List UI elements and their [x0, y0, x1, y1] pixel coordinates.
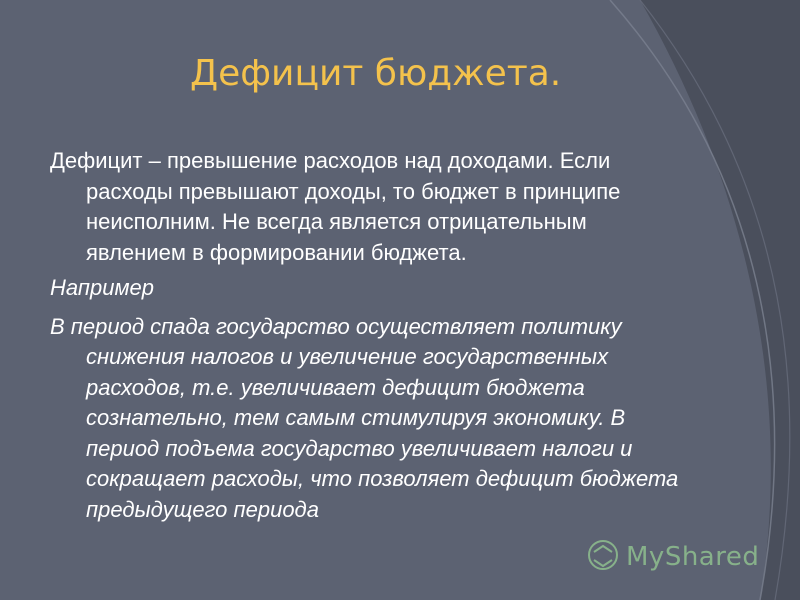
example-label: Например — [50, 275, 155, 300]
slide-body — [50, 146, 685, 530]
slide-title: Дефицит бюджета. — [190, 53, 562, 94]
myshared-watermark — [586, 537, 759, 577]
watermark-text: MyShared — [626, 542, 760, 572]
example-paragraph: В период спада государство осуществляет политику снижения налогов и увеличение государственных расходов, т.е. увеличивает дефицит бюджета сознательно, тем самым стимулируя экономику. В период подъема государство увеличивает налоги и сокращает расходы, что позволяет дефицит бюджета предыдущего периода — [50, 313, 679, 522]
myshared-logo-icon — [586, 538, 620, 576]
definition-paragraph: Дефицит – превышение расходов над доходами. Если расходы превышают доходы, то бюджет в принципе неисполним. Не всегда является отрицательным явлением в формировании бюджета. — [50, 148, 621, 265]
